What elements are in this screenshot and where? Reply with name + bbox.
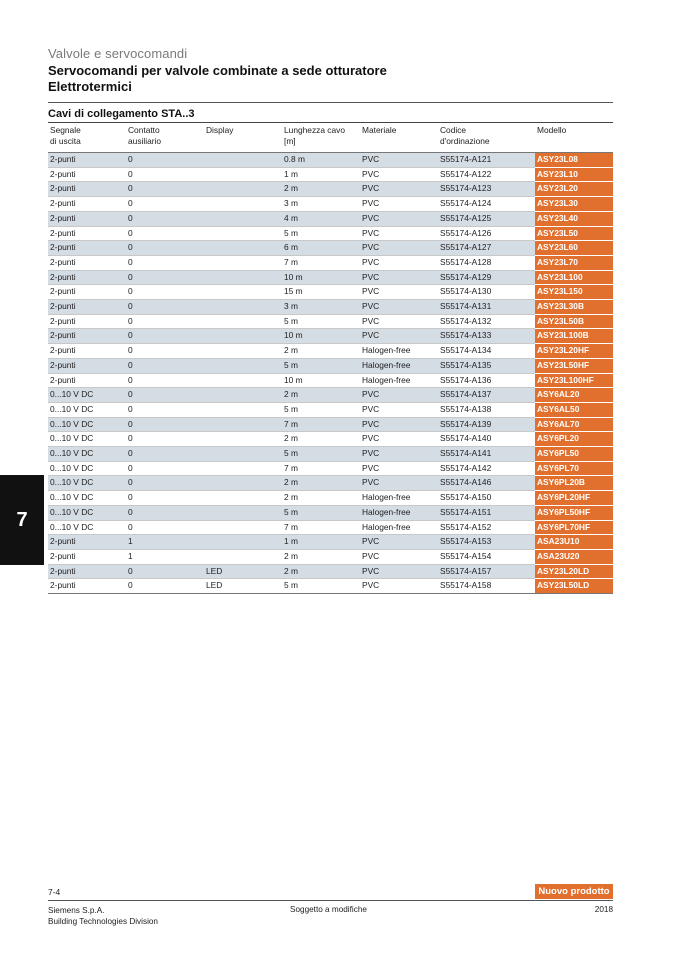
header-divider [48, 102, 613, 103]
signal-cell: 2-punti [48, 270, 126, 285]
cables-table [48, 124, 613, 594]
order-code-cell: S55174-A141 [438, 447, 535, 462]
order-code-cell: S55174-A134 [438, 344, 535, 359]
material-cell: PVC [360, 388, 438, 403]
table-row [48, 344, 613, 359]
column-header-line1: Lunghezza cavo [284, 125, 345, 135]
aux-contact-cell: 0 [126, 226, 204, 241]
column-header-line1: Materiale [362, 125, 397, 135]
cable-length-cell: 6 m [282, 241, 360, 256]
cable-length-cell: 5 m [282, 579, 360, 594]
column-header [126, 124, 204, 153]
order-code-cell: S55174-A157 [438, 564, 535, 579]
model-cell: ASY6PL70HF [535, 520, 613, 535]
order-code-cell: S55174-A123 [438, 182, 535, 197]
cable-length-cell: 5 m [282, 358, 360, 373]
aux-contact-cell: 0 [126, 197, 204, 212]
order-code-cell: S55174-A129 [438, 270, 535, 285]
cable-length-cell: 1 m [282, 535, 360, 550]
aux-contact-cell: 0 [126, 314, 204, 329]
aux-contact-cell: 0 [126, 344, 204, 359]
display-cell [204, 226, 282, 241]
signal-cell: 0...10 V DC [48, 505, 126, 520]
cable-length-cell: 10 m [282, 373, 360, 388]
column-header-line2: [m] [284, 136, 296, 146]
column-header-line2: di uscita [50, 136, 81, 146]
table-row [48, 285, 613, 300]
signal-cell: 2-punti [48, 564, 126, 579]
cable-length-cell: 7 m [282, 417, 360, 432]
cable-length-cell: 5 m [282, 447, 360, 462]
display-cell [204, 402, 282, 417]
table-row [48, 182, 613, 197]
column-header-line1: Display [206, 125, 234, 135]
header-category: Valvole e servocomandi [48, 46, 188, 61]
signal-cell: 0...10 V DC [48, 476, 126, 491]
section-divider [48, 122, 613, 123]
aux-contact-cell: 0 [126, 285, 204, 300]
order-code-cell: S55174-A139 [438, 417, 535, 432]
model-cell: ASY6AL50 [535, 402, 613, 417]
material-cell: Halogen-free [360, 505, 438, 520]
model-cell: ASY6PL50 [535, 447, 613, 462]
material-cell: Halogen-free [360, 344, 438, 359]
aux-contact-cell: 0 [126, 491, 204, 506]
order-code-cell: S55174-A137 [438, 388, 535, 403]
order-code-cell: S55174-A150 [438, 491, 535, 506]
column-header-line2: d'ordinazione [440, 136, 490, 146]
material-cell: PVC [360, 535, 438, 550]
column-header [360, 124, 438, 153]
footer-company [48, 905, 158, 927]
order-code-cell: S55174-A136 [438, 373, 535, 388]
material-cell: PVC [360, 461, 438, 476]
table-row [48, 520, 613, 535]
signal-cell: 2-punti [48, 300, 126, 315]
aux-contact-cell: 0 [126, 167, 204, 182]
material-cell: PVC [360, 167, 438, 182]
order-code-cell: S55174-A138 [438, 402, 535, 417]
model-cell: ASY23L08 [535, 153, 613, 168]
cable-length-cell: 10 m [282, 270, 360, 285]
order-code-cell: S55174-A135 [438, 358, 535, 373]
column-header [48, 124, 126, 153]
order-code-cell: S55174-A131 [438, 300, 535, 315]
table-row [48, 300, 613, 315]
column-header [282, 124, 360, 153]
signal-cell: 0...10 V DC [48, 520, 126, 535]
aux-contact-cell: 0 [126, 358, 204, 373]
display-cell [204, 314, 282, 329]
aux-contact-cell: 0 [126, 211, 204, 226]
signal-cell: 0...10 V DC [48, 388, 126, 403]
display-cell [204, 255, 282, 270]
material-cell: PVC [360, 476, 438, 491]
aux-contact-cell: 0 [126, 241, 204, 256]
order-code-cell: S55174-A146 [438, 476, 535, 491]
cable-length-cell: 3 m [282, 197, 360, 212]
order-code-cell: S55174-A121 [438, 153, 535, 168]
column-header [438, 124, 535, 153]
table-row [48, 402, 613, 417]
cable-length-cell: 5 m [282, 505, 360, 520]
column-header-line1: Contatto [128, 125, 160, 135]
order-code-cell: S55174-A154 [438, 549, 535, 564]
model-cell: ASY23L50 [535, 226, 613, 241]
order-code-cell: S55174-A126 [438, 226, 535, 241]
material-cell: PVC [360, 226, 438, 241]
display-cell [204, 285, 282, 300]
order-code-cell: S55174-A124 [438, 197, 535, 212]
table-row [48, 226, 613, 241]
signal-cell: 0...10 V DC [48, 402, 126, 417]
display-cell [204, 432, 282, 447]
chapter-number: 7 [16, 508, 28, 531]
display-cell [204, 447, 282, 462]
table-row [48, 549, 613, 564]
page-title-line2: Elettrotermici [48, 79, 132, 94]
model-cell: ASY23L10 [535, 167, 613, 182]
section-title: Cavi di collegamento STA..3 [48, 108, 195, 120]
cable-length-cell: 2 m [282, 182, 360, 197]
material-cell: PVC [360, 182, 438, 197]
cable-length-cell: 2 m [282, 564, 360, 579]
display-cell [204, 358, 282, 373]
material-cell: PVC [360, 211, 438, 226]
signal-cell: 2-punti [48, 329, 126, 344]
cable-length-cell: 2 m [282, 476, 360, 491]
column-header [535, 124, 613, 153]
material-cell: PVC [360, 153, 438, 168]
model-cell: ASY23L50HF [535, 358, 613, 373]
signal-cell: 2-punti [48, 535, 126, 550]
material-cell: PVC [360, 285, 438, 300]
material-cell: Halogen-free [360, 520, 438, 535]
order-code-cell: S55174-A127 [438, 241, 535, 256]
material-cell: PVC [360, 549, 438, 564]
material-cell: PVC [360, 300, 438, 315]
cable-length-cell: 5 m [282, 226, 360, 241]
aux-contact-cell: 0 [126, 402, 204, 417]
aux-contact-cell: 1 [126, 549, 204, 564]
aux-contact-cell: 0 [126, 505, 204, 520]
aux-contact-cell: 0 [126, 153, 204, 168]
model-cell: ASY23L40 [535, 211, 613, 226]
aux-contact-cell: 0 [126, 432, 204, 447]
column-header [204, 124, 282, 153]
page-title-line1: Servocomandi per valvole combinate a sede otturatore [48, 63, 387, 78]
display-cell [204, 300, 282, 315]
material-cell: Halogen-free [360, 373, 438, 388]
signal-cell: 2-punti [48, 344, 126, 359]
model-cell: ASY6PL50HF [535, 505, 613, 520]
table-row [48, 432, 613, 447]
cable-length-cell: 2 m [282, 344, 360, 359]
column-header-line1: Modello [537, 125, 567, 135]
model-cell: ASY23L30B [535, 300, 613, 315]
signal-cell: 0...10 V DC [48, 491, 126, 506]
order-code-cell: S55174-A140 [438, 432, 535, 447]
aux-contact-cell: 1 [126, 535, 204, 550]
table-row [48, 388, 613, 403]
aux-contact-cell: 0 [126, 461, 204, 476]
aux-contact-cell: 0 [126, 520, 204, 535]
table-row [48, 505, 613, 520]
signal-cell: 2-punti [48, 226, 126, 241]
footer-note: Soggetto a modifiche [290, 905, 367, 914]
cable-length-cell: 2 m [282, 432, 360, 447]
model-cell: ASA23U20 [535, 549, 613, 564]
cable-length-cell: 3 m [282, 300, 360, 315]
footer-year: 2018 [594, 905, 613, 914]
table-row [48, 270, 613, 285]
cable-length-cell: 2 m [282, 549, 360, 564]
aux-contact-cell: 0 [126, 388, 204, 403]
material-cell: PVC [360, 314, 438, 329]
column-header-line1: Codice [440, 125, 467, 135]
display-cell [204, 476, 282, 491]
order-code-cell: S55174-A153 [438, 535, 535, 550]
material-cell: PVC [360, 197, 438, 212]
aux-contact-cell: 0 [126, 564, 204, 579]
model-cell: ASY6AL70 [535, 417, 613, 432]
table-row [48, 314, 613, 329]
order-code-cell: S55174-A132 [438, 314, 535, 329]
material-cell: Halogen-free [360, 491, 438, 506]
display-cell [204, 417, 282, 432]
material-cell: PVC [360, 564, 438, 579]
model-cell: ASY23L100B [535, 329, 613, 344]
signal-cell: 2-punti [48, 211, 126, 226]
display-cell [204, 344, 282, 359]
display-cell [204, 241, 282, 256]
footer-company-division: Building Technologies Division [48, 917, 158, 926]
aux-contact-cell: 0 [126, 476, 204, 491]
signal-cell: 2-punti [48, 167, 126, 182]
material-cell: PVC [360, 270, 438, 285]
display-cell [204, 211, 282, 226]
table-row [48, 241, 613, 256]
table-row [48, 211, 613, 226]
signal-cell: 2-punti [48, 182, 126, 197]
material-cell: PVC [360, 255, 438, 270]
chapter-tab [0, 475, 44, 565]
signal-cell: 2-punti [48, 373, 126, 388]
signal-cell: 0...10 V DC [48, 461, 126, 476]
cable-length-cell: 7 m [282, 461, 360, 476]
table-row [48, 197, 613, 212]
display-cell [204, 388, 282, 403]
table-row [48, 564, 613, 579]
cable-length-cell: 0.8 m [282, 153, 360, 168]
table-row [48, 535, 613, 550]
signal-cell: 2-punti [48, 549, 126, 564]
signal-cell: 0...10 V DC [48, 417, 126, 432]
order-code-cell: S55174-A130 [438, 285, 535, 300]
table-row [48, 447, 613, 462]
model-cell: ASY6PL70 [535, 461, 613, 476]
aux-contact-cell: 0 [126, 447, 204, 462]
table-row [48, 491, 613, 506]
signal-cell: 2-punti [48, 285, 126, 300]
cable-length-cell: 5 m [282, 314, 360, 329]
display-cell [204, 373, 282, 388]
model-cell: ASY23L150 [535, 285, 613, 300]
model-cell: ASY23L20LD [535, 564, 613, 579]
order-code-cell: S55174-A152 [438, 520, 535, 535]
model-cell: ASY23L50B [535, 314, 613, 329]
signal-cell: 2-punti [48, 255, 126, 270]
display-cell [204, 535, 282, 550]
column-header-line2: ausiliario [128, 136, 162, 146]
material-cell: PVC [360, 329, 438, 344]
order-code-cell: S55174-A125 [438, 211, 535, 226]
signal-cell: 2-punti [48, 358, 126, 373]
table-row [48, 255, 613, 270]
signal-cell: 2-punti [48, 153, 126, 168]
model-cell: ASY23L50LD [535, 579, 613, 594]
cable-length-cell: 2 m [282, 388, 360, 403]
model-cell: ASY23L100 [535, 270, 613, 285]
aux-contact-cell: 0 [126, 579, 204, 594]
material-cell: PVC [360, 432, 438, 447]
model-cell: ASY6PL20HF [535, 491, 613, 506]
aux-contact-cell: 0 [126, 417, 204, 432]
material-cell: PVC [360, 241, 438, 256]
aux-contact-cell: 0 [126, 182, 204, 197]
table-row [48, 461, 613, 476]
display-cell: LED [204, 564, 282, 579]
order-code-cell: S55174-A122 [438, 167, 535, 182]
cable-length-cell: 10 m [282, 329, 360, 344]
table-row [48, 476, 613, 491]
footer-divider [48, 900, 613, 901]
order-code-cell: S55174-A158 [438, 579, 535, 594]
model-cell: ASY23L60 [535, 241, 613, 256]
aux-contact-cell: 0 [126, 373, 204, 388]
display-cell: LED [204, 579, 282, 594]
model-cell: ASA23U10 [535, 535, 613, 550]
material-cell: Halogen-free [360, 358, 438, 373]
display-cell [204, 167, 282, 182]
aux-contact-cell: 0 [126, 329, 204, 344]
cable-length-cell: 5 m [282, 402, 360, 417]
cable-length-cell: 4 m [282, 211, 360, 226]
table-row [48, 358, 613, 373]
table-row [48, 373, 613, 388]
display-cell [204, 549, 282, 564]
cable-length-cell: 15 m [282, 285, 360, 300]
footer-company-name: Siemens S.p.A. [48, 906, 105, 915]
model-cell: ASY6PL20 [535, 432, 613, 447]
table-row [48, 579, 613, 594]
display-cell [204, 461, 282, 476]
display-cell [204, 182, 282, 197]
table-body [48, 153, 613, 594]
signal-cell: 2-punti [48, 241, 126, 256]
table-row [48, 167, 613, 182]
table-row [48, 329, 613, 344]
display-cell [204, 270, 282, 285]
page-number: 7-4 [48, 887, 61, 897]
order-code-cell: S55174-A128 [438, 255, 535, 270]
signal-cell: 2-punti [48, 314, 126, 329]
material-cell: PVC [360, 447, 438, 462]
display-cell [204, 491, 282, 506]
model-cell: ASY23L20 [535, 182, 613, 197]
model-cell: ASY23L70 [535, 255, 613, 270]
column-header-line1: Segnale [50, 125, 81, 135]
order-code-cell: S55174-A151 [438, 505, 535, 520]
material-cell: PVC [360, 417, 438, 432]
cable-length-cell: 1 m [282, 167, 360, 182]
table-header-row [48, 124, 613, 153]
aux-contact-cell: 0 [126, 270, 204, 285]
order-code-cell: S55174-A133 [438, 329, 535, 344]
signal-cell: 0...10 V DC [48, 432, 126, 447]
model-cell: ASY23L30 [535, 197, 613, 212]
signal-cell: 2-punti [48, 579, 126, 594]
material-cell: PVC [360, 402, 438, 417]
display-cell [204, 197, 282, 212]
display-cell [204, 520, 282, 535]
aux-contact-cell: 0 [126, 300, 204, 315]
model-cell: ASY6PL20B [535, 476, 613, 491]
model-cell: ASY23L100HF [535, 373, 613, 388]
signal-cell: 2-punti [48, 197, 126, 212]
table-row [48, 417, 613, 432]
cable-length-cell: 7 m [282, 520, 360, 535]
display-cell [204, 505, 282, 520]
order-code-cell: S55174-A142 [438, 461, 535, 476]
signal-cell: 0...10 V DC [48, 447, 126, 462]
model-cell: ASY23L20HF [535, 344, 613, 359]
table-row [48, 153, 613, 168]
display-cell [204, 153, 282, 168]
cable-length-cell: 7 m [282, 255, 360, 270]
aux-contact-cell: 0 [126, 255, 204, 270]
model-cell: ASY6AL20 [535, 388, 613, 403]
cable-length-cell: 2 m [282, 491, 360, 506]
display-cell [204, 329, 282, 344]
new-product-badge: Nuovo prodotto [535, 884, 613, 899]
page-title [48, 63, 618, 95]
material-cell: PVC [360, 579, 438, 594]
